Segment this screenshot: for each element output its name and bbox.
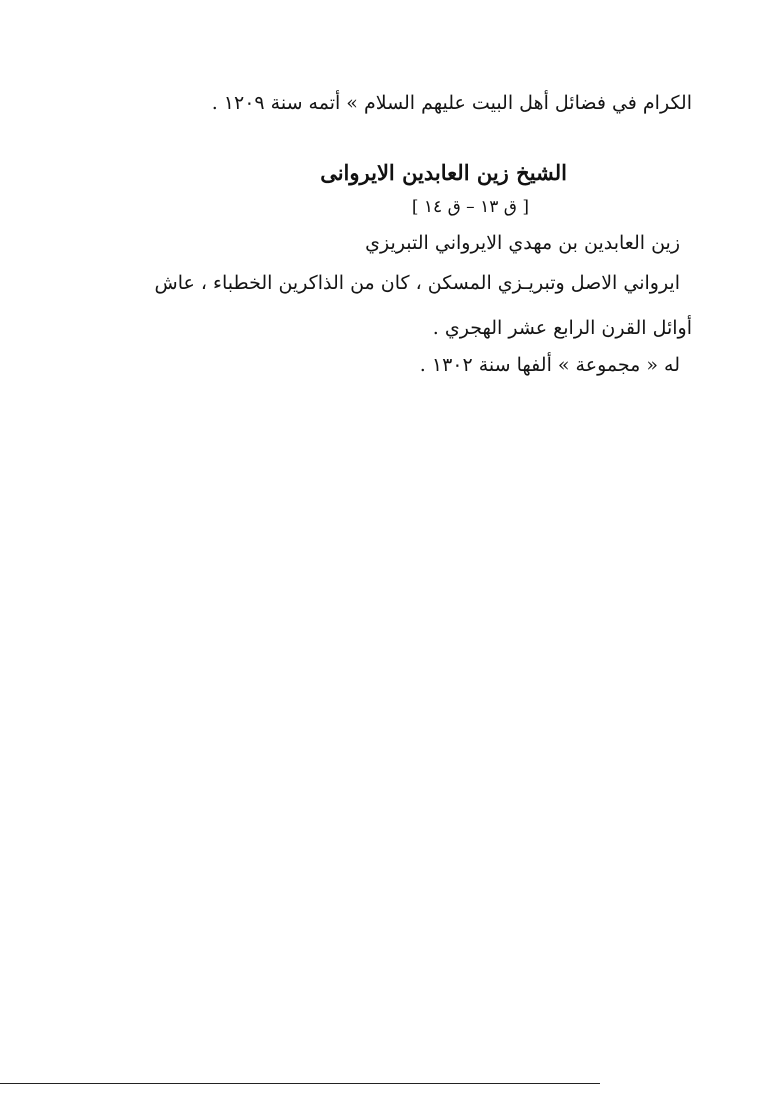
body-line-2: ايرواني الاصل وتبريـزي المسكن ، كان من الذاكرين الخطباء ، عاش [154, 272, 680, 294]
body-line-3: أوائل القرن الرابع عشر الهجري . [432, 317, 692, 339]
body-line-4: له « مجموعة » ألفها سنة ١٣٠٢ . [419, 354, 680, 376]
continuation-line: الكرام في فضائل أهل البيت عليهم السلام » أتمه سنة ١٢٠٩ . [211, 92, 692, 114]
body-line-1: زين العابدين بن مهدي الايرواني التبريزي [365, 232, 680, 254]
footer-rule [0, 1083, 600, 1084]
entry-dates: [ ق ١٣ – ق ١٤ ] [411, 197, 529, 217]
entry-title: الشيخ زين العابدين الايروانى [320, 160, 567, 185]
